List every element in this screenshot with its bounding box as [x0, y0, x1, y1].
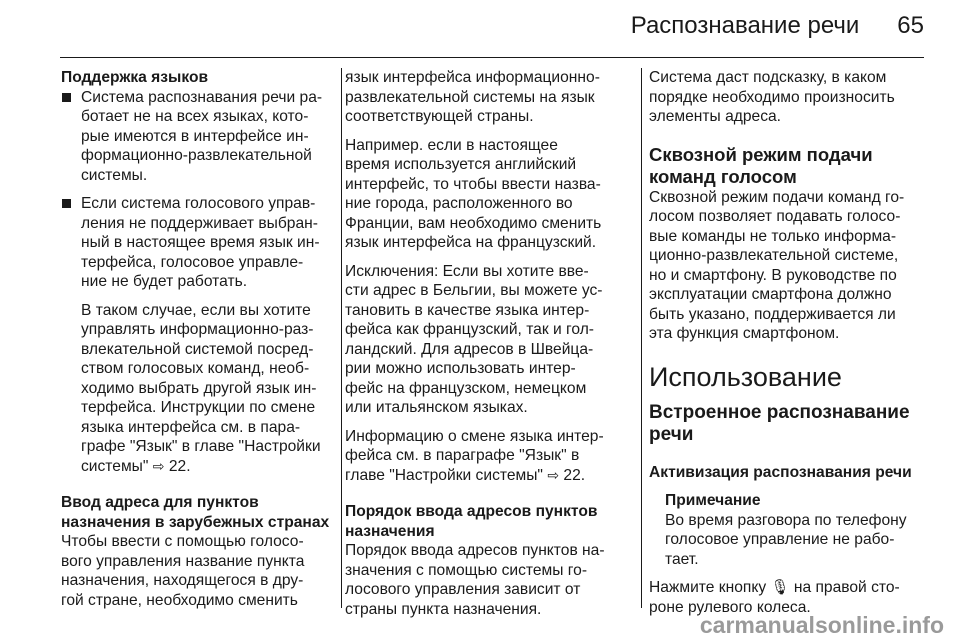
section-heading-language-support: Поддержка языков: [61, 69, 209, 86]
text-line: страны пункта назначения.: [345, 600, 542, 618]
column-divider-1: [341, 68, 342, 608]
text-line: Во время разговора по телефону: [665, 511, 907, 529]
text-line: Франции, вам необходимо сменить: [345, 214, 602, 232]
text-line: развлекательной системы на язык: [345, 88, 595, 106]
text-line: интерфейс, то чтобы ввести назва-: [345, 175, 601, 193]
page-reference-icon: ⇨: [152, 457, 165, 474]
text-line: Например. если в настоящее: [345, 136, 558, 154]
text-line: Система распознавания речи ра-: [81, 88, 323, 106]
bullet-square-icon: [62, 199, 71, 208]
voice-control-icon: 🎙︎: [770, 579, 790, 596]
text-line: быть указано, поддерживается ли: [649, 305, 896, 323]
text-line: эта функция смартфоном.: [649, 325, 840, 342]
text-line: графе "Язык" в главе "Настройки: [81, 438, 321, 455]
text-line: эксплуатации смартфона должно: [649, 286, 892, 303]
text-line: фейс на французском, немецком: [345, 379, 587, 397]
text-line: Если система голосового управ-: [81, 195, 316, 212]
column-divider-2: [641, 68, 642, 608]
text-fragment: главе "Настройки системы": [345, 466, 543, 484]
text-line: тает.: [665, 550, 699, 568]
bullet-item-1: [61, 88, 331, 186]
text-line: Исключения: Если вы хотите вве-: [345, 262, 589, 280]
heading-passthrough-voice-line2: команд голосом: [649, 165, 797, 187]
text-line: назначения, находящегося в дру-: [61, 572, 304, 589]
text-line: время используется английский: [345, 156, 577, 173]
text-line: терфейса. Инструкции по смене: [81, 399, 316, 416]
text-fragment: системы": [81, 457, 149, 475]
bullet-2-paragraph: [61, 301, 331, 477]
text-line: Сквозной режим подачи команд го-: [649, 188, 905, 206]
text-line: системы.: [81, 166, 148, 184]
text-line: гой стране, необходимо сменить: [61, 591, 298, 609]
text-line: голосовое управление не рабо-: [665, 531, 895, 548]
heading-passthrough-voice: Сквозной режим подачи: [649, 143, 873, 165]
text-line: фейса как французский, так и гол-: [345, 321, 595, 338]
text-line: элементы адреса.: [649, 108, 781, 125]
text-line: ный в настоящее время язык ин-: [81, 234, 320, 251]
text-line: или итальянском языках.: [345, 399, 528, 416]
section-heading-address-order: Порядок ввода адресов пунктов: [345, 503, 598, 520]
page-number: 65: [897, 12, 924, 39]
text-line: сти адрес в Бельгии, вы можете ус-: [345, 282, 603, 299]
text-line: Система даст подсказку, в каком: [649, 69, 887, 86]
page-reference-icon: ⇨: [547, 466, 560, 483]
text-line: формационно-развлекательной: [81, 147, 312, 164]
text-line: но и смартфону. В руководстве по: [649, 266, 897, 284]
text-line: ландский. Для адресов в Швейца-: [345, 340, 594, 358]
note-title: Примечание: [665, 492, 761, 509]
text-line-with-ref: [81, 457, 331, 477]
section-heading-address-order-line2: назначения: [345, 522, 435, 540]
heading-builtin-recognition: Встроенное распознавание: [649, 401, 910, 423]
text-line: соответствующей страны.: [345, 108, 534, 125]
text-line-with-ref: [345, 466, 625, 486]
text-line: ботает не на всех языках, кото-: [81, 108, 309, 125]
column-2: [345, 68, 625, 619]
text-line: язык интерфейса на французский.: [345, 234, 597, 251]
text-line: лосом позволяет подавать голосо-: [649, 208, 901, 225]
column-1: [61, 68, 331, 610]
text-line: ходимо выбрать другой язык ин-: [81, 379, 317, 397]
section-heading-foreign-destinations: Ввод адреса для пунктов: [61, 494, 259, 511]
page-header: [0, 0, 960, 58]
watermark: carmanualsonline.info: [699, 612, 944, 638]
section-heading-foreign-destinations-line2: назначения в зарубежных странах: [61, 513, 330, 531]
text-line: рые имеются в интерфейсе ин-: [81, 127, 309, 145]
text-fragment: на правой сто-: [793, 579, 900, 596]
text-line: роне рулевого колеса.: [649, 598, 811, 616]
text-line: вого управления название пункта: [61, 552, 305, 570]
text-line: влекательной системой посред-: [81, 340, 314, 358]
text-line: значения с помощью системы го-: [345, 561, 588, 579]
text-line: управлять информационно-раз-: [81, 321, 314, 338]
text-line: ления не поддерживает выбран-: [81, 214, 318, 232]
text-line: Порядок ввода адресов пунктов на-: [345, 542, 605, 559]
page-title: [631, 12, 924, 40]
header-rule: [60, 57, 924, 58]
text-line: Чтобы ввести с помощью голосо-: [61, 533, 304, 550]
text-line: В таком случае, если вы хотите: [81, 301, 311, 319]
note-block: [649, 491, 929, 569]
text-line: ционно-развлекательной системе,: [649, 247, 899, 264]
text-line: фейса см. в параграфе "Язык" в: [345, 447, 580, 464]
text-line: ние города, расположенного во: [345, 195, 573, 212]
text-line: язык интерфейса информационно-: [345, 69, 600, 86]
bullet-item-2: [61, 194, 331, 292]
subheading-activation: Активизация распознавания речи: [649, 463, 912, 481]
heading-builtin-recognition-line2: речи: [649, 423, 694, 445]
text-line: вые команды не только информа-: [649, 227, 897, 245]
column-3: [649, 68, 929, 617]
heading-usage: Использование: [649, 361, 842, 392]
page-reference-link[interactable]: 22.: [168, 457, 191, 475]
bullet-square-icon: [62, 93, 71, 102]
text-line: рии можно использовать интер-: [345, 360, 576, 377]
text-line: лосового управления зависит от: [345, 581, 581, 598]
text-line: терфейса, голосовое управле-: [81, 253, 304, 271]
text-line-with-icon: [649, 578, 929, 598]
text-fragment: Нажмите кнопку: [649, 579, 767, 596]
text-line: ние не будет работать.: [81, 273, 248, 290]
page-reference-link[interactable]: 22.: [563, 466, 586, 484]
text-line: языка интерфейса см. в пара-: [81, 418, 301, 436]
text-line: ством голосовых команд, необ-: [81, 360, 310, 377]
page-title-text: Распознавание речи: [630, 12, 860, 39]
text-line: тановить в качестве языка интер-: [345, 301, 590, 319]
text-line: порядке необходимо произносить: [649, 88, 895, 106]
text-line: Информацию о смене языка интер-: [345, 427, 604, 445]
